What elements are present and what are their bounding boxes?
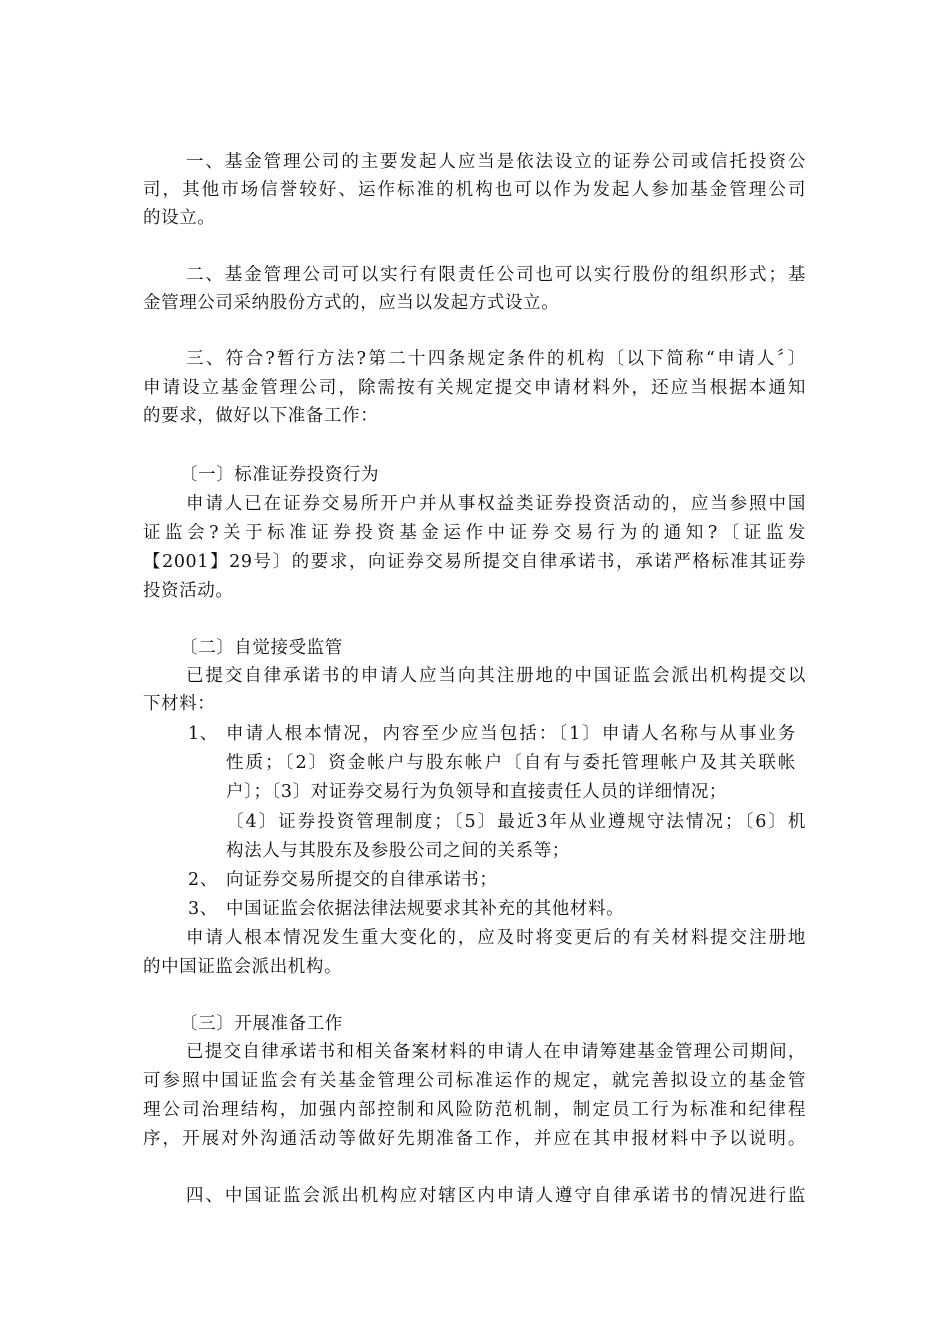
list-item-3-line-1: 中国证监会依据法律法规要求其补充的其他材料。 xyxy=(226,899,625,919)
section-1-line-1: 申请人已在证券交易所开户并从事权益类证券投资活动的，应当参照中国 xyxy=(186,494,806,514)
section-2-line-1: 已提交自律承诺书的申请人应当向其注册地的中国证监会派出机构提交以 xyxy=(186,666,806,686)
paragraph-2-line-2: 金管理公司采纳股份方式的，应当以发起方式设立。 xyxy=(143,293,560,313)
list-item-1-line-5: 构法人与其股东及参股公司之间的关系等； xyxy=(226,841,570,861)
section-2-heading: 〔二〕自觉接受监管 xyxy=(180,638,343,658)
list-item-2-number: 2、 xyxy=(188,870,218,890)
list-item-1-number: 1、 xyxy=(188,724,218,744)
list-item-3-number: 3、 xyxy=(188,899,218,919)
section-3-line-4: 序，开展对外沟通活动等做好先期准备工作，并应在其申报材料中予以说明。 xyxy=(143,1129,806,1149)
paragraph-3-line-3: 的要求，做好以下准备工作： xyxy=(143,406,379,426)
paragraph-5-line-1: 四、中国证监会派出机构应对辖区内申请人遵守自律承诺书的情况进行监 xyxy=(186,1186,806,1206)
section-2-line-2: 下材料： xyxy=(143,694,216,714)
section-1-line-4: 投资活动。 xyxy=(143,581,234,601)
paragraph-2-line-1: 二、基金管理公司可以实行有限责任公司也可以实行股份的组织形式；基 xyxy=(186,265,806,285)
paragraph-1-line-3: 的设立。 xyxy=(143,208,216,228)
paragraph-1-line-2: 司，其他市场信誉较好、运作标准的机构也可以作为发起人参加基金管理公司 xyxy=(143,180,806,200)
paragraph-1-line-1: 一、基金管理公司的主要发起人应当是依法设立的证券公司或信托投资公 xyxy=(186,152,806,172)
section-1-line-3: 【2001】29号〕的要求，向证券交易所提交自律承诺书，承诺严格标准其证券 xyxy=(143,552,806,572)
section-3-line-3: 理公司治理结构，加强内部控制和风险防范机制，制定员工行为标准和纪律程 xyxy=(143,1100,806,1120)
list-item-1-line-2: 性质；〔2〕资金帐户与股东帐户〔自有与委托管理帐户及其关联帐 xyxy=(226,753,796,773)
paragraph-4-line-2: 的中国证监会派出机构。 xyxy=(143,957,343,977)
list-item-2-line-1: 向证券交易所提交的自律承诺书； xyxy=(226,870,498,890)
section-3-line-2: 可参照中国证监会有关基金管理公司标准运作的规定，就完善拟设立的基金管 xyxy=(143,1071,806,1091)
paragraph-4-line-1: 申请人根本情况发生重大变化的，应及时将变更后的有关材料提交注册地 xyxy=(186,928,806,948)
list-item-1-line-4: 〔4〕证券投资管理制度；〔5〕最近3年从业遵规守法情况；〔6〕机 xyxy=(226,812,806,832)
paragraph-3-line-2: 申请设立基金管理公司，除需按有关规定提交申请材料外，还应当根据本通知 xyxy=(143,378,806,398)
list-item-1-line-1: 申请人根本情况，内容至少应当包括：〔1〕申请人名称与从事业务 xyxy=(226,724,796,744)
section-1-heading: 〔一〕标准证券投资行为 xyxy=(180,465,380,485)
section-3-line-1: 已提交自律承诺书和相关备案材料的申请人在申请筹建基金管理公司期间， xyxy=(186,1042,806,1062)
paragraph-3-line-1: 三、符合?暂行方法?第二十四条规定条件的机构〔以下简称“申请人〞〕 xyxy=(186,349,806,369)
section-1-line-2: 证监会?关于标准证券投资基金运作中证券交易行为的通知?〔证监发 xyxy=(143,523,806,543)
list-item-1-line-3: 户〕；〔3〕对证券交易行为负领导和直接责任人员的详细情况； xyxy=(226,782,728,802)
section-3-heading: 〔三〕开展准备工作 xyxy=(180,1014,343,1034)
